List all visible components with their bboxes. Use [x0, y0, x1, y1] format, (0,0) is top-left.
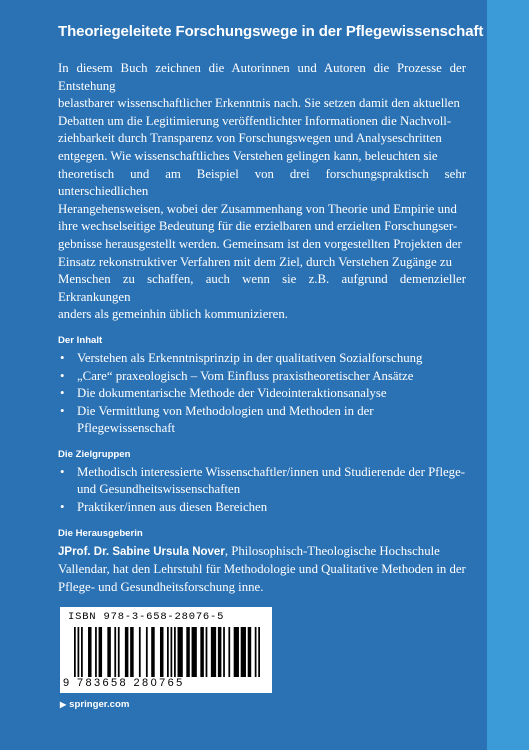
isbn-label: ISBN 978-3-658-28076-5: [68, 611, 225, 623]
barcode-bar: [186, 627, 190, 677]
side-color-strip: [487, 0, 529, 750]
section-heading-herausgeberin: Die Herausgeberin: [58, 527, 143, 539]
barcode-bar: [206, 627, 208, 677]
back-cover-title: Theoriegeleitete Forschungswege in der Pflegewissenschaft: [58, 23, 484, 40]
barcode-bar: [178, 627, 183, 677]
intro-paragraph: [58, 60, 466, 324]
list-item: • Methodisch interessierte Wissenschaftler/innen und Studierende der Pflege- und Gesundheitswissenschaften: [58, 464, 466, 499]
list-item: • Die dokumentarische Methode der Videointeraktionsanalyse: [58, 385, 466, 403]
barcode-bar: [241, 627, 246, 677]
intro-line: anders als gemeinhin üblich kommunizieren.: [58, 307, 288, 322]
barcode-bar: [118, 627, 120, 677]
barcode-bar: [167, 627, 169, 677]
barcode-bar: [107, 627, 111, 677]
intro-line: theoretisch und am Beispiel von drei forschungspraktisch sehr unterschiedlichen: [58, 166, 466, 199]
barcode-bar: [81, 627, 83, 677]
barcode-bars: [74, 627, 260, 677]
barcode-bar: [171, 627, 173, 677]
barcode-bar: [99, 627, 103, 677]
arrow-right-icon: ▶: [60, 700, 67, 709]
inhalt-list: [58, 350, 466, 438]
barcode-bar: [200, 627, 204, 677]
intro-line: gebnisse herausgestellt werden. Gemeinsam ist den vorgestellten Projekten der: [58, 236, 462, 251]
barcode-bar: [234, 627, 239, 677]
intro-line: ihre wechselseitige Bedeutung für die erzielbaren und erzielten Forschungser-: [58, 219, 458, 234]
intro-line: In diesem Buch zeichnen die Autorinnen und Autoren die Prozesse der Entstehung: [58, 61, 466, 93]
intro-line: Einsatz rekonstruktiver Verfahren mit dem Ziel, durch Verstehen Zugänge zu: [58, 254, 452, 269]
intro-line: Herangehensweisen, wobei der Zusammenhang von Theorie und Empirie und: [58, 201, 457, 216]
barcode-bar: [218, 627, 222, 677]
barcode-bar: [125, 627, 129, 677]
barcode-bar: [160, 627, 164, 677]
barcode-bar: [146, 627, 148, 677]
intro-line: entgegen. Wie wissenschaftliches Verstehen gelingen kann, beleuchten sie: [58, 148, 438, 163]
blurb-content: [58, 60, 466, 596]
barcode-bar: [258, 627, 260, 677]
section-heading-inhalt: Der Inhalt: [58, 334, 103, 346]
list-item: • „Care“ praxeologisch – Vom Einfluss praxistheoretischer Ansätze: [58, 368, 466, 386]
barcode-bar: [211, 627, 216, 677]
barcode-bar: [255, 627, 257, 677]
intro-line: belastbarer wissenschaftlicher Erkenntnis nach. Sie setzen damit den aktuellen: [58, 96, 460, 111]
editor-bio-text: , Philosophisch-Theologische Hochschule Vallendar, hat den Lehrstuhl für Methodologie und Qualitative Methoden in der Pflege- und Gesundheitsforschung inne.: [58, 543, 466, 594]
editor-bio: [58, 543, 466, 597]
intro-line: Debatten um die Legitimierung veröffentlichter Informationen die Nachvoll-: [58, 113, 452, 128]
barcode-bar: [130, 627, 134, 677]
barcode-bar: [114, 627, 116, 677]
list-item: • Verstehen als Erkenntnisprinzip in der qualitativen Sozialforschung: [58, 350, 466, 368]
section-heading-zielgruppen: Die Zielgruppen: [58, 448, 131, 460]
barcode-bar: [95, 627, 97, 677]
barcode-bar: [223, 627, 225, 677]
barcode-bar: [228, 627, 230, 677]
ean-digits: 9 783658 280765: [63, 677, 185, 689]
barcode-bar: [248, 627, 252, 677]
barcode-bar: [139, 627, 141, 677]
list-item: • Die Vermittlung von Methodologien und Methoden in der Pflegewissenschaft: [58, 403, 466, 438]
publisher-link[interactable]: [60, 699, 129, 710]
intro-line: Menschen zu schaffen, auch wenn sie z.B. aufgrund demenzieller Erkrankungen: [58, 272, 466, 304]
zielgruppen-list: [58, 464, 466, 517]
barcode-bar: [78, 627, 80, 677]
list-item: • Praktiker/innen aus diesen Bereichen: [58, 499, 466, 517]
barcode-bar: [174, 627, 176, 677]
barcode-bar: [74, 627, 76, 677]
intro-line: ziehbarkeit durch Transparenz von Forschungswegen und Analyseschritten: [58, 131, 442, 146]
barcode-bar: [151, 627, 155, 677]
barcode-bar: [192, 627, 197, 677]
barcode-bar: [88, 627, 92, 677]
publisher-site: springer.com: [69, 699, 130, 710]
editor-name: JProf. Dr. Sabine Ursula Nover: [58, 545, 225, 558]
isbn-barcode: [60, 607, 272, 693]
